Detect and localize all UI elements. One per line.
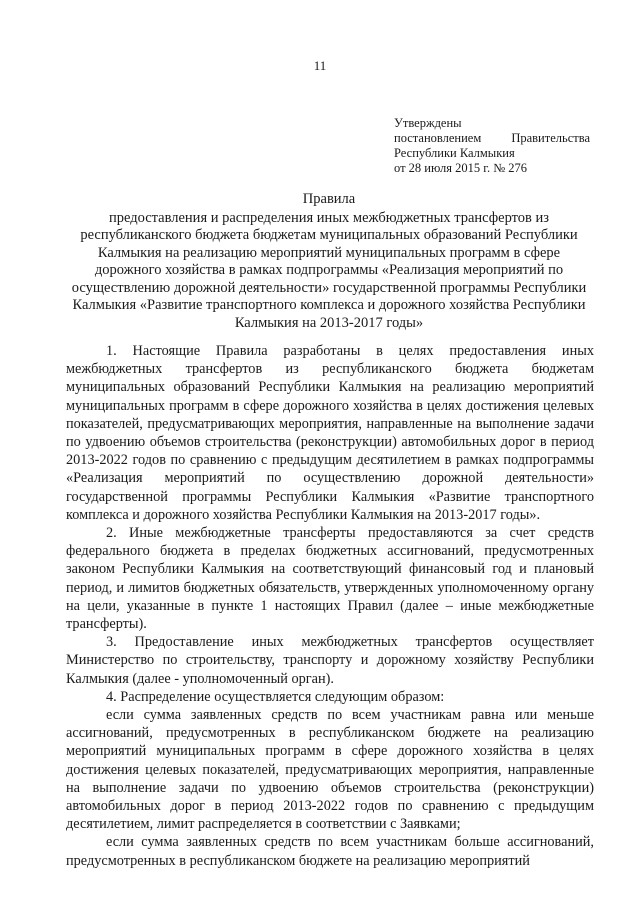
paragraph: если сумма заявленных средств по всем участникам равна или меньше ассигнований, предусмотренных в республиканском бюджете на реализацию мероприятий муниципальных программ в сфере дорожного хозяйства в целях достижения целевых показателей, предусматривающих мероприятия, направленные на выполнение задачи по удвоению объемов строительства (реконструкции) автомобильных дорог в период 2013-2022 годов по сравнению с предыдущим десятилетием, лимит распределяется в соответствии с Заявками;	[66, 707, 594, 833]
paragraph: 4. Распределение осуществляется следующим образом:	[106, 688, 445, 705]
approval-word: постановлением	[394, 131, 482, 145]
approval-line: Республики Калмыкия	[394, 146, 515, 160]
paragraph: 1. Настоящие Правила разработаны в целях предоставления иных межбюджетных трансфертов из республиканского бюджета бюджетам муниципальных образований Республики Калмыкия на реализацию мероприятий муниципальных программ в сфере дорожного хозяйства в целях достижения целевых показателей, предусматривающих мероприятия, направленные на выполнение задачи по удвоению объемов строительства (реконструкции) автомобильных дорог в период 2013-2022 годов по сравнению с предыдущим десятилетием в рамках подпрограммы «Реализация мероприятий по осуществлению дорожной деятельности» государственной программы Республики Калмыкия «Развитие транспортного комплекса и дорожного хозяйства Республики Калмыкия на 2013-2017 годы».	[66, 343, 594, 523]
approval-word: Правительства	[511, 131, 590, 145]
document-title	[64, 191, 594, 332]
page-number: 11	[313, 58, 327, 73]
document-body	[66, 342, 594, 870]
title-heading: Правила	[302, 191, 356, 207]
approval-block	[394, 116, 590, 176]
approval-line	[394, 131, 590, 146]
approval-line: от 28 июля 2015 г. № 276	[394, 161, 528, 175]
paragraph: 3. Предоставление иных межбюджетных трансфертов осуществляет Министерство по строительству, транспорту и дорожному хозяйству Республики Калмыкия (далее - уполномоченный орган).	[66, 634, 594, 687]
paragraph: если сумма заявленных средств по всем участникам больше ассигнований, предусмотренных в республиканском бюджете на реализацию мероприятий	[66, 834, 594, 869]
paragraph: 2. Иные межбюджетные трансферты предоставляются за счет средств федерального бюджета в пределах бюджетных ассигнований, предусмотренных законом Республики Калмыкия на соответствующий финансовый год и плановый период, и лимитов бюджетных обязательств, утвержденных уполномоченному органу на цели, указанные в пункте 1 настоящих Правил (далее – иные межбюджетные трансферты).	[66, 525, 594, 633]
title-text: предоставления и распределения иных межбюджетных трансфертов из республиканского бюджета бюджетам муниципальных образований Республики Калмыкия на реализацию мероприятий муниципальных программ в сфере дорожного хозяйства в рамках подпрограммы «Реализация мероприятий по осуществлению дорожной деятельности» государственной программы Республики Калмыкия «Развитие транспортного комплекса и дорожного хозяйства Республики Калмыкия на 2013-2017 годы»	[71, 209, 587, 331]
approval-line: Утверждены	[394, 116, 462, 130]
